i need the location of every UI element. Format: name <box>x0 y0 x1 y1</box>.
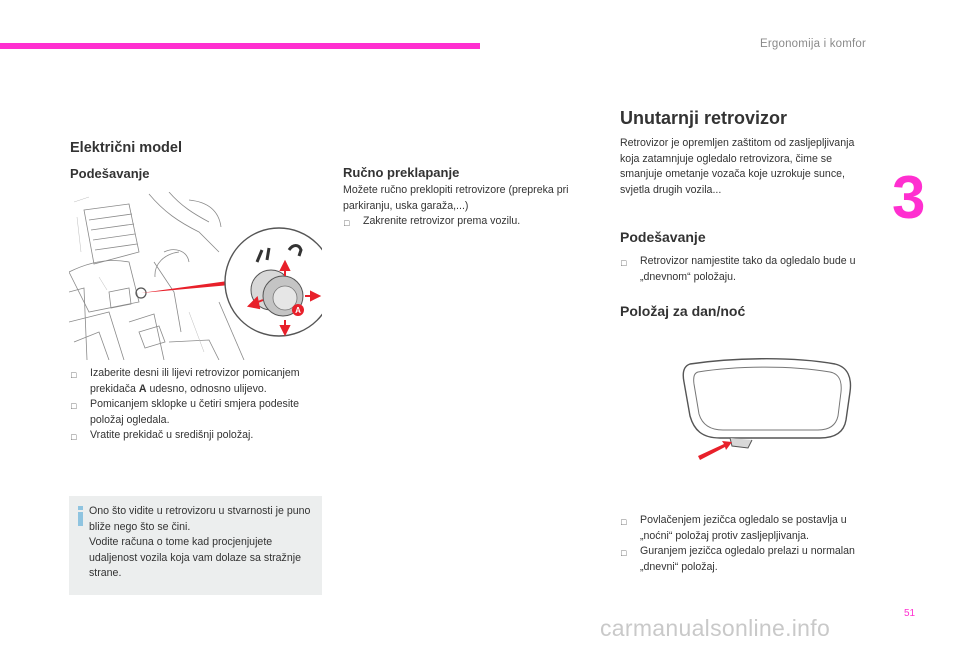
step-item: □ Retrovizor namjestite tako da ogledalo bude u „dnevnom“ položaju. <box>621 255 856 283</box>
subheading-adjustment-interior: Podešavanje <box>620 229 706 245</box>
rear-view-mirror-drawing <box>660 350 890 470</box>
checkbox-icon: □ <box>621 548 627 558</box>
marker-a-label: A <box>295 306 301 315</box>
checkbox-icon: □ <box>621 517 627 527</box>
info-icon <box>77 506 84 526</box>
watermark: carmanualsonline.info <box>600 615 831 641</box>
subheading-adjustment: Podešavanje <box>70 166 150 181</box>
day-night-steps <box>620 513 875 575</box>
section-heading-interior-mirror: Unutarnji retrovizor <box>620 108 788 128</box>
step-item: □ Vratite prekidač u središnji položaj. <box>70 428 322 444</box>
dashboard-switch-drawing <box>69 192 322 360</box>
interior-mirror-intro: Retrovizor je opremljen zaštitom od zasljepljivanja koja zatamnjuje ogledalo retrovizora, čime se smanjuje ometanje vozača koje uzrokuje sunce, svjetla drugih vozila... <box>620 137 855 196</box>
step-item: □ Pomicanjem sklopke u četiri smjera podesite položaj ogledala. <box>71 398 300 426</box>
dashboard-switch-illustration <box>69 192 322 360</box>
step-item: □ Guranjem jezičca ogledalo prelazi u normalan „dnevni“ položaj. <box>621 545 855 573</box>
interior-adjustment-steps <box>620 254 875 285</box>
adjustment-steps <box>70 366 322 444</box>
checkbox-icon: □ <box>344 218 350 228</box>
header-accent-bar <box>0 43 480 49</box>
info-note-text: Ono što vidite u retrovizoru u stvarnosti je puno bliže nego što se čini. Vodite računa o tome kad procjenjujete udaljenost vozila koja vam dolaze sa stražnje strane. <box>89 505 311 579</box>
manual-folding-steps <box>343 214 588 230</box>
checkbox-icon: □ <box>71 432 77 442</box>
manual-folding-text: Možete ručno preklopiti retrovizore (prepreka pri parkiranju, uska garaža,...) <box>343 184 569 212</box>
info-note <box>69 496 322 595</box>
page-number: 51 <box>904 608 916 619</box>
chapter-number: 3 <box>892 164 926 231</box>
subheading-day-night: Položaj za dan/noć <box>620 303 746 319</box>
checkbox-icon: □ <box>71 401 77 411</box>
chapter-title: Ergonomija i komfor <box>760 38 867 50</box>
section-heading-electric: Električni model <box>70 140 183 156</box>
step-item: □ Povlačenjem jezičca ogledalo se postavlja u „noćni“ položaj protiv zasljepljivanja. <box>621 514 847 542</box>
step-item: □ Izaberite desni ili lijevi retrovizor pomicanjem prekidača A udesno, odnosno ulijevo. <box>71 367 300 395</box>
checkbox-icon: □ <box>71 370 77 380</box>
rear-view-mirror-illustration <box>660 350 890 470</box>
checkbox-icon: □ <box>621 258 627 268</box>
step-item: □ Zakrenite retrovizor prema vozilu. <box>343 214 588 230</box>
section-heading-manual-folding: Ručno preklapanje <box>343 165 460 180</box>
